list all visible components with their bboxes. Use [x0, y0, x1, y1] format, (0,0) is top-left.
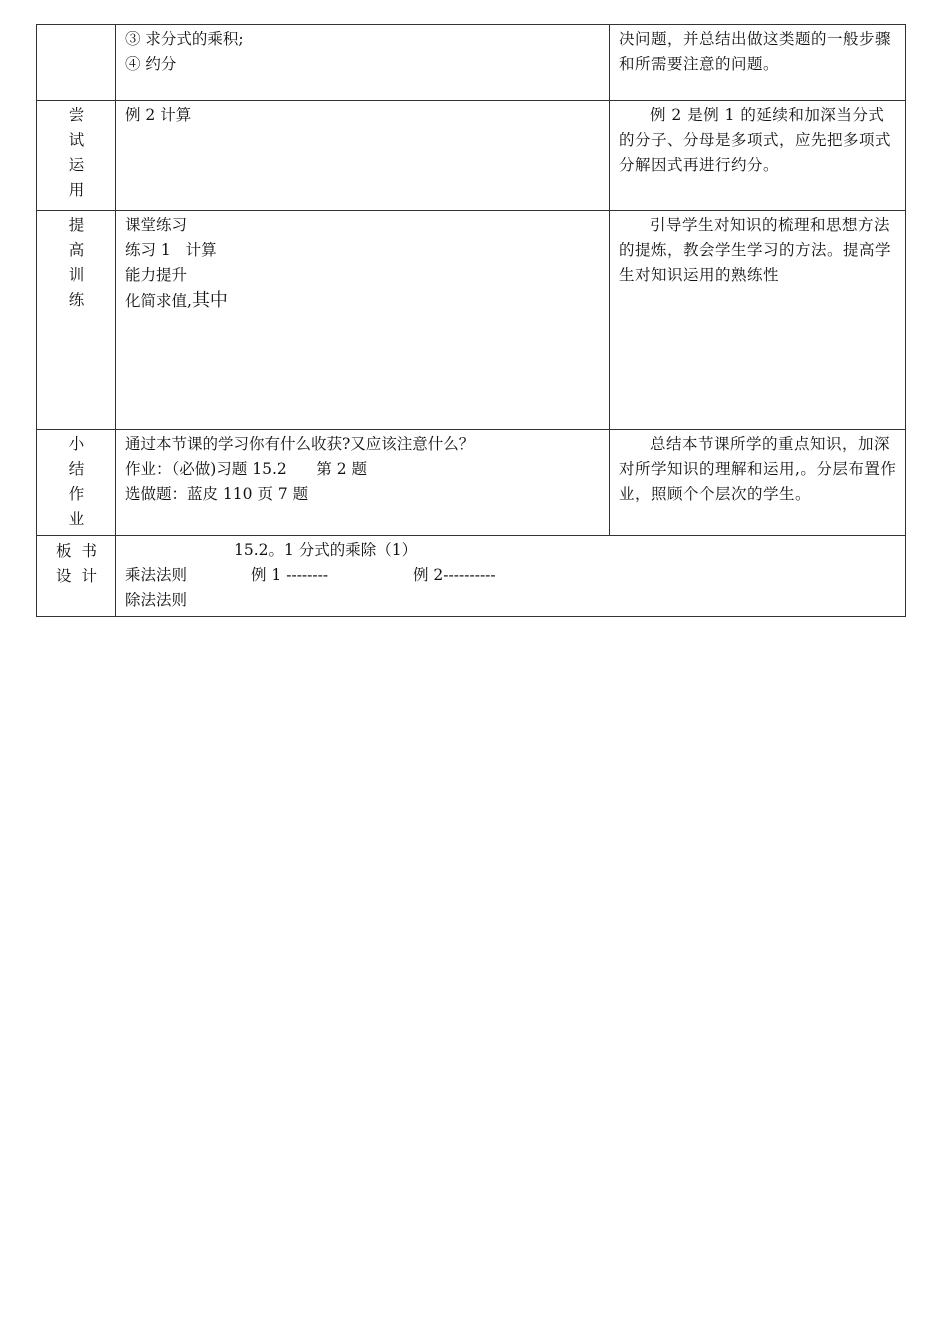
board-content-cell [116, 536, 906, 617]
content-cell [116, 211, 610, 430]
content-line: 作业：（必做)习题 15.2 第 2 题 [125, 460, 368, 478]
note-text: 总结本节课所学的重点知识，加深对所学知识的理解和运用,。分层布置作业，照顾个个层次的学生。 [619, 435, 897, 503]
table-row-board-design [37, 536, 906, 617]
lesson-plan-table [36, 24, 906, 617]
label-char: 业 [68, 510, 85, 528]
note-cell [610, 211, 906, 430]
label-char: 运 [68, 156, 85, 174]
board-multiply-rule: 乘法法则 [125, 566, 188, 584]
note-cell [610, 25, 906, 101]
label-char: 尝 [68, 106, 85, 124]
content-line: 通过本节课的学习你有什么收获?又应该注意什么？ [125, 435, 475, 453]
table-row [37, 211, 906, 430]
simplify-prefix: 化简求值, [125, 292, 192, 310]
content-line: ③ 求分式的乘积; [125, 30, 244, 48]
board-line [125, 563, 897, 588]
note-text: 例 2 是例 1 的延续和加深当分式的分子、分母是多项式，应先把多项式分解因式再进行约分。 [619, 106, 892, 174]
note-cell [610, 101, 906, 211]
label-char: 提 [68, 216, 85, 234]
board-example-1: 例 1 -------- [251, 566, 329, 584]
note-text: 决问题，并总结出做这类题的一般步骤和所需要注意的问题。 [619, 30, 892, 73]
label-char: 高 [68, 241, 85, 259]
label-line: 设计 [56, 567, 108, 585]
table-row [37, 430, 906, 536]
content-line: ④ 约分 [125, 55, 177, 73]
content-line: 例 2 计算 [125, 106, 192, 124]
board-divide-rule: 除法法则 [125, 591, 188, 609]
row-label-board-design [37, 536, 116, 617]
row-label-summary-homework [37, 430, 116, 536]
note-cell [610, 430, 906, 536]
table-row [37, 25, 906, 101]
content-line: 能力提升 [125, 266, 188, 284]
table-row [37, 101, 906, 211]
label-char: 训 [68, 266, 85, 284]
content-line: 练习 1 计算 [125, 241, 217, 259]
board-example-2: 例 2---------- [413, 566, 496, 584]
board-title: 15.2。1 分式的乘除（1） [234, 541, 418, 559]
content-cell [116, 430, 610, 536]
label-char: 小 [68, 435, 85, 453]
content-cell [116, 101, 610, 211]
content-line: 选做题：蓝皮 110 页 7 题 [125, 485, 309, 503]
row-label-empty [37, 25, 116, 101]
label-char: 用 [68, 181, 85, 199]
note-text: 引导学生对知识的梳理和思想方法的提炼，教会学生学习的方法。提高学生对知识运用的熟练性 [619, 216, 892, 284]
label-char: 结 [68, 460, 85, 478]
content-line: 课堂练习 [125, 216, 188, 234]
row-label-try-apply [37, 101, 116, 211]
label-char: 作 [68, 485, 85, 503]
label-char: 试 [68, 131, 85, 149]
simplify-suffix: 其中 [191, 290, 228, 311]
content-cell [116, 25, 610, 101]
label-char: 练 [68, 291, 85, 309]
row-label-improve-training [37, 211, 116, 430]
label-line: 板书 [56, 542, 108, 560]
content-line-simplify [125, 288, 601, 314]
